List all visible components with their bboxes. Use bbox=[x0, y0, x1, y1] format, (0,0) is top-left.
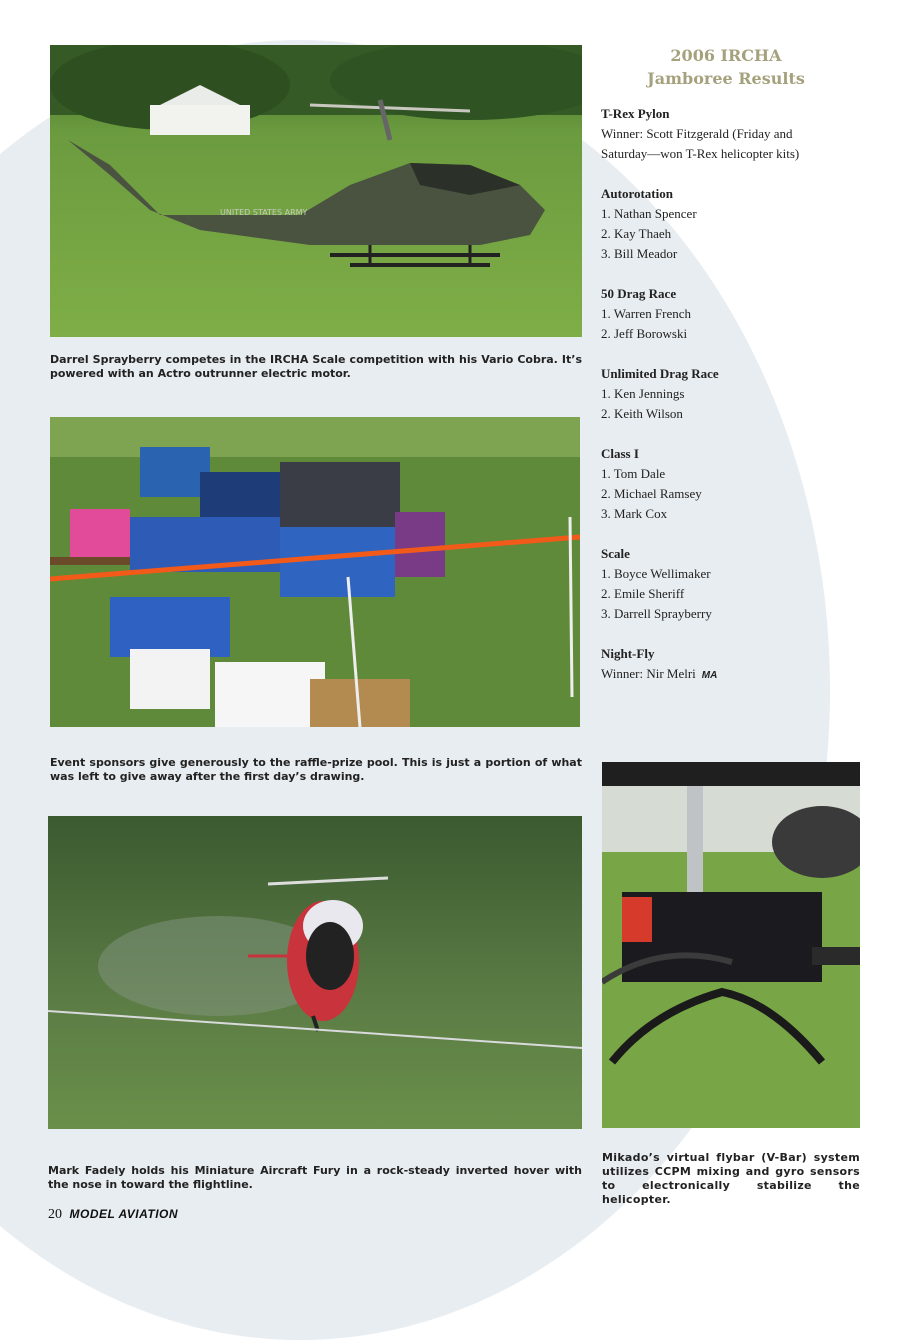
publication-name: MODEL AVIATION bbox=[69, 1207, 179, 1221]
event-class-i bbox=[601, 444, 851, 524]
event-result: 1. Warren French bbox=[601, 306, 692, 321]
event-name: Scale bbox=[601, 546, 630, 561]
ma-end-mark: MA bbox=[701, 670, 718, 681]
results-title-line2: Jamboree Results bbox=[647, 69, 805, 88]
mikado-photo bbox=[602, 762, 860, 1128]
event-result: Winner: Scott Fitzgerald (Friday and bbox=[601, 126, 793, 141]
event-autorotation bbox=[601, 184, 851, 264]
cobra-caption: Darrel Sprayberry competes in the IRCHA Scale competition with his Vario Cobra. It’s powered with an Actro outrunner electric motor. bbox=[50, 353, 582, 380]
page-footer bbox=[48, 1207, 178, 1223]
raffle-photo bbox=[50, 417, 580, 727]
fury-photo bbox=[48, 816, 582, 1129]
event-name: Night-Fly bbox=[601, 646, 655, 661]
raffle-illustration bbox=[50, 417, 580, 727]
mikado-illustration bbox=[602, 762, 860, 1128]
results-title bbox=[601, 44, 851, 90]
mikado-caption: Mikado’s virtual flybar (V-Bar) system utilizes CCPM mixing and gyro sensors to electronically stabilize the helicopter. bbox=[602, 1151, 860, 1206]
event-result: 2. Jeff Borowski bbox=[601, 326, 688, 341]
results-title-line1: 2006 IRCHA bbox=[670, 46, 782, 65]
event-result: 1. Nathan Spencer bbox=[601, 206, 697, 221]
event-night-fly bbox=[601, 644, 851, 686]
event-result-text: Winner: Nir Melri bbox=[601, 666, 696, 681]
event-name: 50 Drag Race bbox=[601, 286, 677, 301]
event-result: 1. Tom Dale bbox=[601, 466, 666, 481]
raffle-caption: Event sponsors give generously to the raffle-prize pool. This is just a portion of what was left to give away after the first day’s drawing. bbox=[50, 756, 582, 783]
army-marking: UNITED STATES ARMY bbox=[220, 208, 308, 217]
event-result: 2. Michael Ramsey bbox=[601, 486, 702, 501]
event-t-rex-pylon bbox=[601, 104, 851, 164]
event-scale bbox=[601, 544, 851, 624]
event-unlimited-drag-race bbox=[601, 364, 851, 424]
event-result bbox=[601, 664, 851, 686]
event-name: Class I bbox=[601, 446, 639, 461]
event-result: 2. Emile Sheriff bbox=[601, 586, 685, 601]
event-name: T-Rex Pylon bbox=[601, 106, 670, 121]
event-name: Unlimited Drag Race bbox=[601, 366, 719, 381]
event-result: 1. Ken Jennings bbox=[601, 386, 685, 401]
event-result: Saturday—won T-Rex helicopter kits) bbox=[601, 146, 800, 161]
fury-caption: Mark Fadely holds his Miniature Aircraft Fury in a rock-steady inverted hover with the nose in toward the flightline. bbox=[48, 1164, 582, 1191]
event-name: Autorotation bbox=[601, 186, 673, 201]
event-result: 3. Darrell Sprayberry bbox=[601, 606, 712, 621]
page-number: 20 bbox=[48, 1207, 62, 1222]
cobra-photo bbox=[50, 45, 582, 337]
event-result: 1. Boyce Wellimaker bbox=[601, 566, 711, 581]
event-result: 2. Keith Wilson bbox=[601, 406, 683, 421]
event-result: 2. Kay Thaeh bbox=[601, 226, 672, 241]
fury-illustration bbox=[48, 816, 582, 1129]
event-50-drag-race bbox=[601, 284, 851, 344]
results-sidebar bbox=[601, 44, 851, 706]
event-result: 3. Mark Cox bbox=[601, 506, 668, 521]
cobra-illustration bbox=[50, 45, 582, 337]
event-result: 3. Bill Meador bbox=[601, 246, 678, 261]
